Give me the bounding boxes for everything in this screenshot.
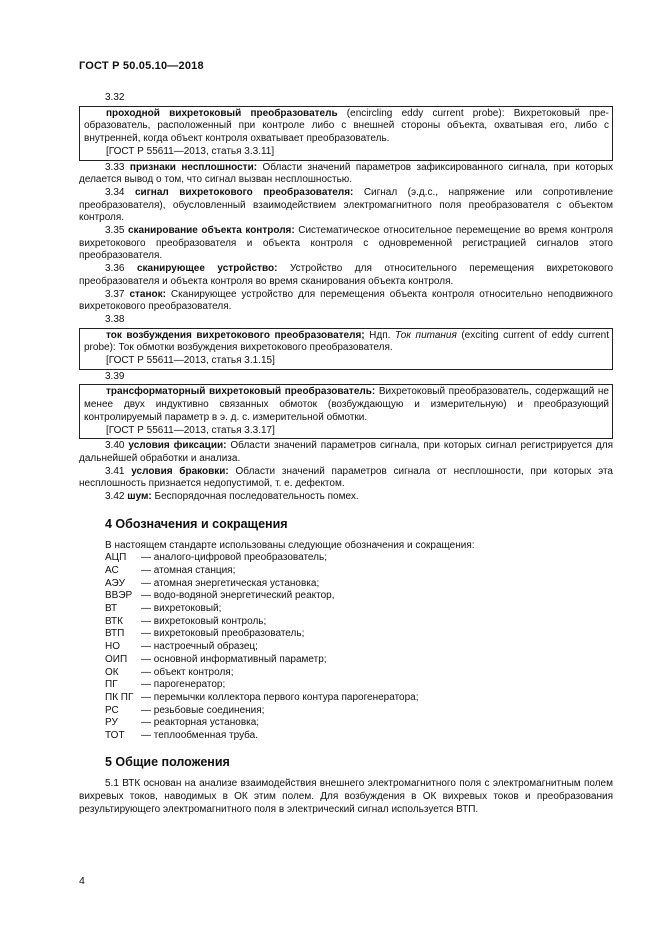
abbreviation-item: ОИП — основной информативный параметр; <box>105 653 327 665</box>
abbreviation-item: ВТ — вихретоковый; <box>105 603 222 615</box>
section-5-paragraph-1: 5.1 ВТК основан на анализе взаимодействия внешнего электромагнитного поля с электромагнитным полем вихревых токов, наводимых в ОК этим полем. Для возбуждения в ОК вихревых токов и преобразования результирующего электромагнитного поля в электрический сигнал используется ВТП. <box>79 778 613 815</box>
abbreviation-item: ОК — объект контроля; <box>105 666 234 678</box>
term-name: проходной вихретоковый преобразователь <box>106 107 338 119</box>
standard-header: ГОСТ Р 50.05.10—2018 <box>79 60 204 72</box>
term-definition-3-32 <box>84 108 609 146</box>
term-3-35: 3.35 сканирование объекта контроля: Систематическое относительное перемещение во время контроля вихретокового преобразователя и объекта контроля с одновременной регистрацией сигналов этого преобразователя. <box>79 225 614 262</box>
section-4-title: 4 Обозначения и сокращения <box>105 516 288 531</box>
abbreviation-item: ВТП — вихретоковый преобразователь; <box>105 628 305 640</box>
abbreviation-list <box>79 552 613 743</box>
term-3-33: 3.33 признаки несплошности: Области значений параметров зафиксированного сигнала, при которых делается вывод о том, что сигнал вызван несплошностью. <box>79 161 613 186</box>
term-definition-3-39: трансформаторный вихретоковый преобразователь: Вихретоковый преобразователь, содержащий не менее двух индуктивно связанных обмоток (возбуждающую и измерительную) и преобразующий контролируемый параметр в э. д. с. измерительной обмотки. <box>84 386 609 423</box>
abbreviation-item: ВТК — вихретоковый контроль; <box>105 615 267 627</box>
abbreviation-item: АС — атомная станция; <box>105 564 236 576</box>
term-3-36: 3.36 сканирующее устройство: Устройство для относительного перемещения вихретокового преобразователя и объекта контроля во время сканирования объекта контроля. <box>79 263 614 287</box>
term-3-40: 3.40 условия фиксации: Области значений параметров сигнала, при которых сигнал регистрируется для дальнейшей обработки и анализа. <box>79 440 614 464</box>
term-box-3-39 <box>79 384 613 439</box>
term-definition-3-38: ток возбуждения вихретокового преобразователя; Ндп. Ток питания (exciting current of eddy current probe): Ток обмотки возбуждения вихретокового преобразователя. <box>84 329 609 354</box>
section-5-title: 5 Общие положения <box>105 754 230 769</box>
abbreviation-item: ПК ПГ — перемычки коллектора первого контура парогенератора; <box>105 691 419 703</box>
term-box-3-38 <box>79 328 613 370</box>
term-box-3-32 <box>79 106 613 161</box>
abbreviation-item: РС — резьбовые соединения; <box>105 704 265 716</box>
abbreviation-item: ТОТ — теплообменная труба. <box>105 730 259 742</box>
abbreviation-item: РУ — реакторная установка; <box>105 717 260 729</box>
abbreviation-item: НО — настроечный образец; <box>105 641 258 653</box>
term-text: (encircling eddy current probe): Вихретоковый преобразователь, расположенный при контроле либо с внешней стороны объекта, охватывая его, либо с внутренней, когда объект контроля охватывает преобразователь. <box>84 107 609 145</box>
term-number-3-32: 3.32 <box>105 92 125 103</box>
term-number-3-38: 3.38 <box>105 313 125 325</box>
term-3-41: 3.41 условия браковки: Области значений параметров сигнала от несплошности, при которых эта несплошность признается недопустимой, т. е. дефектом. <box>79 465 613 490</box>
term-reference-3-32: [ГОСТ Р 55611—2013, статья 3.3.11] <box>106 145 275 157</box>
abbreviation-item: ВВЭР — водо-водяной энергетический реактор, <box>105 590 335 602</box>
term-3-37: 3.37 станок: Сканирующее устройство для перемещения объекта контроля относительно неподвижного вихретокового преобразователя. <box>79 288 613 313</box>
page-number: 4 <box>79 875 85 887</box>
abbreviation-item: АЭУ — атомная энергетическая установка; <box>105 577 320 589</box>
document-body <box>79 92 613 817</box>
abbreviation-item: АЦП — аналого-цифровой преобразователь; <box>105 552 327 564</box>
section-4-intro: В настоящем стандарте использованы следующие обозначения и сокращения: <box>105 539 475 551</box>
term-reference-3-39: [ГОСТ Р 55611—2013, статья 3.3.17] <box>106 424 275 436</box>
term-reference-3-38: [ГОСТ Р 55611—2013, статья 3.1.15] <box>106 355 275 367</box>
abbreviation-item: ПГ — парогенератор; <box>105 679 226 691</box>
term-number-3-39: 3.39 <box>105 370 125 382</box>
term-3-42: 3.42 шум: Беспорядочная последовательность помех. <box>105 491 359 503</box>
term-3-34: 3.34 сигнал вихретокового преобразователя: Сигнал (э.д.с., напряжение или сопротивление преобразователя), обусловленный взаимодействием электромагнитного поля преобразователя с объектом контроля. <box>79 186 614 224</box>
